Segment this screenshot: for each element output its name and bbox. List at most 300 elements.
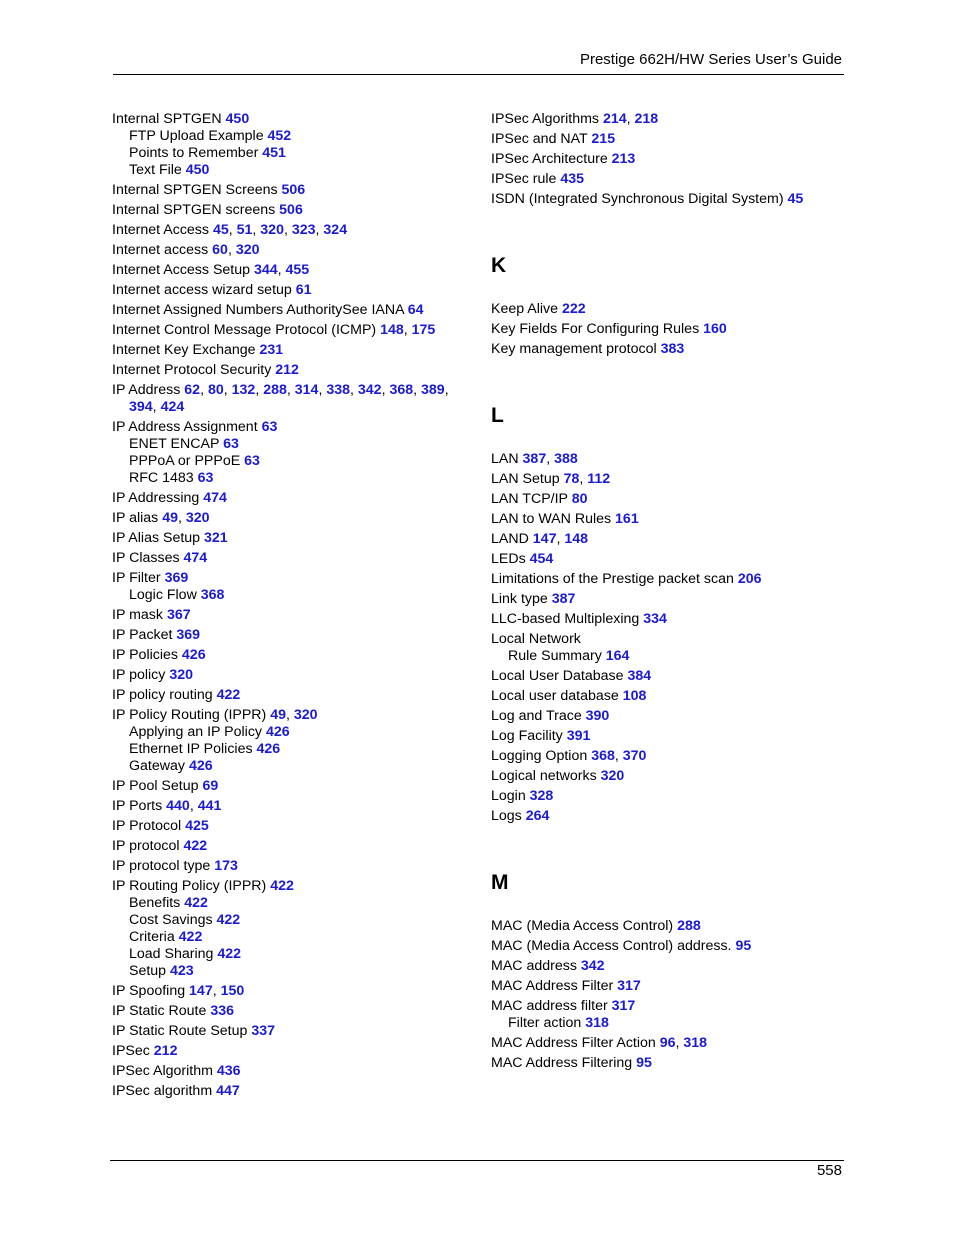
page-link[interactable]: 368: [200, 587, 225, 603]
index-entry: [491, 935, 851, 955]
index-entry: [112, 416, 472, 436]
page-separator: ,: [556, 531, 565, 547]
index-term: Local User Database: [491, 668, 628, 684]
page-link[interactable]: 450: [185, 162, 210, 178]
index-term: ISDN (Integrated Synchronous Digital System): [491, 191, 788, 207]
index-term: IP Address Assignment: [112, 419, 262, 435]
page-link[interactable]: 422: [216, 687, 241, 703]
index-subentry: [491, 648, 851, 665]
index-entry: [112, 199, 472, 219]
page-separator: ,: [228, 222, 237, 238]
page-link[interactable]: 63: [223, 436, 239, 452]
index-entry: [491, 588, 851, 608]
page-link[interactable]: 317: [611, 998, 636, 1014]
page-separator: ,: [286, 707, 294, 723]
index-entry: [491, 528, 851, 548]
index-entry: [112, 855, 472, 875]
index-term: IP Policies: [112, 647, 182, 663]
page-link[interactable]: 422: [217, 946, 242, 962]
page-link[interactable]: 426: [256, 741, 281, 757]
page-link[interactable]: 314: [294, 382, 319, 398]
index-entry: [491, 705, 851, 725]
page-separator: ,: [178, 510, 186, 526]
page-link[interactable]: 49: [270, 707, 287, 723]
page-link[interactable]: 426: [265, 724, 290, 740]
index-entry: [112, 219, 472, 239]
page-separator: ,: [283, 222, 292, 238]
index-term: IP Pool Setup: [112, 778, 203, 794]
index-section-letter: K: [491, 254, 507, 277]
page-link[interactable]: 342: [357, 382, 382, 398]
index-entry: [491, 765, 851, 785]
index-term: IPSec Algorithms: [491, 111, 603, 127]
page-number: 558: [816, 1162, 842, 1179]
page-link[interactable]: 426: [188, 758, 213, 774]
index-term: MAC (Media Access Control) address.: [491, 938, 736, 954]
page-separator: ,: [403, 322, 412, 338]
index-entry: [491, 608, 851, 628]
page-link[interactable]: 45: [787, 191, 804, 207]
index-subentry: [112, 162, 472, 179]
page-link[interactable]: 212: [153, 1043, 178, 1059]
index-term: Internet Control Message Protocol (ICMP): [112, 322, 381, 338]
index-term: IP Alias Setup: [112, 530, 205, 546]
index-term: LEDs: [491, 551, 530, 567]
index-subentry: [112, 453, 472, 470]
page-separator: ,: [152, 399, 161, 415]
index-entry: [491, 805, 851, 825]
page-separator: ,: [200, 382, 208, 398]
index-term: Criteria: [129, 929, 179, 945]
index-section-letter: L: [491, 404, 504, 427]
index-term: Logging Option: [491, 748, 592, 764]
page-link[interactable]: 506: [279, 202, 303, 218]
index-term: MAC address filter: [491, 998, 612, 1014]
page-separator: ,: [252, 222, 261, 238]
page-link[interactable]: 96: [659, 1035, 676, 1051]
index-entry: [491, 508, 851, 528]
page-link[interactable]: 452: [267, 128, 292, 144]
page-separator: ,: [277, 262, 286, 278]
index-entry: [112, 684, 472, 704]
index-entry: [112, 359, 472, 379]
index-entry: [112, 664, 472, 684]
page-link[interactable]: 321: [204, 530, 228, 546]
page-link[interactable]: 318: [585, 1015, 609, 1031]
index-subentry: [112, 895, 472, 912]
index-term: Rule Summary: [508, 648, 606, 664]
index-entry: [491, 745, 851, 765]
page-link[interactable]: 80: [207, 382, 224, 398]
index-entry: [112, 980, 472, 1000]
index-entry: [112, 339, 472, 359]
index-term: MAC Address Filter Action: [491, 1035, 660, 1051]
index-entry: [491, 318, 851, 338]
index-term: Internet Access Setup: [112, 262, 254, 278]
index-term: Gateway: [129, 758, 189, 774]
index-entry: [112, 835, 472, 855]
index-term: RFC 1483: [129, 470, 198, 486]
index-entry: [491, 338, 851, 358]
page-link[interactable]: 60: [212, 242, 228, 258]
page-link[interactable]: 436: [216, 1063, 241, 1079]
index-term: IP Classes: [112, 550, 184, 566]
page-link[interactable]: 64: [407, 302, 424, 318]
page-link[interactable]: 390: [585, 708, 610, 724]
index-entry: [112, 795, 472, 815]
index-column-left: [112, 108, 472, 1100]
index-subentry: [112, 946, 472, 963]
index-term: Limitations of the Prestige packet scan: [491, 571, 738, 587]
page-link[interactable]: 63: [244, 453, 260, 469]
page-link[interactable]: 320: [185, 510, 210, 526]
page-link[interactable]: 108: [622, 688, 647, 704]
page-link[interactable]: 324: [323, 222, 348, 238]
index-term: IP Ports: [112, 798, 167, 814]
page-link[interactable]: 387: [551, 591, 576, 607]
index-subentry: [112, 470, 472, 487]
page-link[interactable]: 231: [259, 342, 284, 358]
index-term: MAC address: [491, 958, 581, 974]
page-link[interactable]: 394: [129, 399, 153, 415]
index-term: Key management protocol: [491, 341, 661, 357]
page-link[interactable]: 422: [216, 912, 241, 928]
page-link[interactable]: 422: [270, 878, 294, 894]
page-link[interactable]: 384: [627, 668, 652, 684]
page-separator: ,: [381, 382, 390, 398]
page-separator: ,: [546, 451, 555, 467]
page-separator: ,: [227, 242, 236, 258]
page-link[interactable]: 388: [554, 451, 578, 467]
index-term: Points to Remember: [129, 145, 263, 161]
page-link[interactable]: 344: [253, 262, 278, 278]
index-term: IP policy routing: [112, 687, 217, 703]
page-separator: ,: [318, 382, 327, 398]
page-link[interactable]: 320: [169, 667, 193, 683]
page-separator: ,: [626, 111, 635, 127]
index-term: Login: [491, 788, 530, 804]
page-link[interactable]: 69: [202, 778, 219, 794]
index-entry: [491, 1052, 851, 1072]
page-link[interactable]: 334: [643, 611, 667, 627]
page-link[interactable]: 369: [164, 570, 189, 586]
page-link[interactable]: 150: [220, 983, 245, 999]
index-section-letter: M: [491, 871, 509, 894]
page-link[interactable]: 320: [260, 222, 284, 238]
page-separator: ,: [413, 382, 422, 398]
page-separator: ,: [255, 382, 264, 398]
page-link[interactable]: 215: [591, 131, 616, 147]
page-link[interactable]: 369: [176, 627, 201, 643]
page-link[interactable]: 474: [183, 550, 208, 566]
index-term: MAC (Media Access Control): [491, 918, 678, 934]
index-entry: [491, 975, 851, 995]
index-entry: [112, 319, 472, 339]
page-link[interactable]: 441: [197, 798, 222, 814]
index-entry: [112, 487, 472, 507]
index-entry: [491, 298, 851, 318]
page-separator: ,: [675, 1035, 684, 1051]
page-separator: ,: [315, 222, 324, 238]
index-term: LAN Setup: [491, 471, 564, 487]
page-link[interactable]: 422: [184, 895, 208, 911]
page-link[interactable]: 206: [737, 571, 762, 587]
page-link[interactable]: 391: [566, 728, 591, 744]
page-link[interactable]: 95: [636, 1055, 652, 1071]
page-link[interactable]: 387: [522, 451, 547, 467]
page-link[interactable]: 63: [197, 470, 214, 486]
page-link[interactable]: 422: [183, 838, 208, 854]
index-term: LAN: [491, 451, 523, 467]
page-link[interactable]: 320: [293, 707, 318, 723]
index-subentry: [112, 436, 472, 453]
page-link[interactable]: 318: [683, 1035, 708, 1051]
index-term: LAN TCP/IP: [491, 491, 572, 507]
index-entry: [112, 239, 472, 259]
index-term: LLC-based Multiplexing: [491, 611, 644, 627]
index-term: Logs: [491, 808, 526, 824]
index-subentry: [491, 1015, 851, 1032]
page-link[interactable]: 147: [532, 531, 557, 547]
page-link[interactable]: 173: [214, 858, 238, 874]
index-term: IP protocol type: [112, 858, 215, 874]
index-subentry: [112, 587, 472, 604]
page-link[interactable]: 474: [203, 490, 227, 506]
page-link[interactable]: 213: [611, 151, 636, 167]
index-entry: [491, 128, 851, 148]
page-link[interactable]: 320: [600, 768, 625, 784]
index-entry: [112, 299, 472, 319]
index-entry: [112, 527, 472, 547]
index-term: IP protocol: [112, 838, 184, 854]
index-term: Link type: [491, 591, 552, 607]
page-separator: ,: [579, 471, 588, 487]
index-entry: [112, 507, 472, 527]
index-entry: [112, 644, 472, 664]
index-entry: [491, 568, 851, 588]
page-link[interactable]: 112: [587, 471, 611, 487]
page-link[interactable]: 45: [212, 222, 229, 238]
page-link[interactable]: 506: [281, 182, 306, 198]
page-separator: ,: [189, 798, 198, 814]
index-term: IPSec rule: [491, 171, 561, 187]
page-link[interactable]: 455: [285, 262, 310, 278]
index-entry: [112, 547, 472, 567]
index-entry: [112, 567, 472, 587]
page-link[interactable]: 80: [571, 491, 588, 507]
page-link[interactable]: 422: [178, 929, 203, 945]
index-subentry: [112, 963, 472, 980]
page-link[interactable]: 451: [262, 145, 286, 161]
index-term: Internet access wizard setup: [112, 282, 296, 298]
page-link[interactable]: 423: [170, 963, 194, 979]
page-header-title: Prestige 662H/HW Series User’s Guide: [579, 51, 842, 68]
index-term: IPSec: [112, 1043, 154, 1059]
index-term: Log and Trace: [491, 708, 586, 724]
page-link[interactable]: 368: [389, 382, 414, 398]
index-entry: [112, 279, 472, 299]
index-term: IP Static Route Setup: [112, 1023, 252, 1039]
index-term: Text File: [129, 162, 186, 178]
index-entry: [491, 665, 851, 685]
page-link[interactable]: 264: [525, 808, 550, 824]
index-term: IPSec Algorithm: [112, 1063, 217, 1079]
page-link[interactable]: 222: [562, 301, 586, 317]
page-link[interactable]: 214: [602, 111, 627, 127]
index-term: LAND: [491, 531, 533, 547]
index-entry: [491, 785, 851, 805]
index-term: Local user database: [491, 688, 623, 704]
page-link[interactable]: 424: [160, 399, 185, 415]
header-divider: [113, 74, 844, 75]
index-term: Applying an IP Policy: [129, 724, 266, 740]
index-term: Internet access: [112, 242, 213, 258]
index-entry: [112, 1040, 472, 1060]
page-link[interactable]: 148: [564, 531, 589, 547]
page-link[interactable]: 317: [617, 978, 641, 994]
index-entry: [491, 955, 851, 975]
index-subentry: [112, 758, 472, 775]
index-entry: [112, 399, 472, 416]
footer-divider: [110, 1160, 844, 1161]
page-link[interactable]: 51: [236, 222, 253, 238]
index-term: Setup: [129, 963, 171, 979]
page-link[interactable]: 164: [605, 648, 630, 664]
index-entry: [491, 628, 851, 648]
page-link[interactable]: 338: [326, 382, 350, 398]
index-term: MAC Address Filter: [491, 978, 618, 994]
index-term: ENET ENCAP: [129, 436, 224, 452]
index-term: Cost Savings: [129, 912, 217, 928]
index-term: FTP Upload Example: [129, 128, 268, 144]
page-link[interactable]: 454: [529, 551, 554, 567]
index-entry: [112, 1000, 472, 1020]
page-link[interactable]: 175: [411, 322, 436, 338]
index-term: Log Facility: [491, 728, 567, 744]
page-link[interactable]: 95: [735, 938, 752, 954]
index-entry: [112, 259, 472, 279]
index-entry: [491, 1032, 851, 1052]
index-term: Internal SPTGEN Screens: [112, 182, 282, 198]
index-term: IP Addressing: [112, 490, 204, 506]
page-separator: ,: [350, 382, 358, 398]
index-term: PPPoA or PPPoE: [129, 453, 245, 469]
index-entry: [112, 775, 472, 795]
page-link[interactable]: 132: [231, 382, 256, 398]
index-entry: [112, 1080, 472, 1100]
page-link[interactable]: 288: [263, 382, 287, 398]
page-separator: ,: [223, 382, 232, 398]
page-link[interactable]: 212: [275, 362, 299, 378]
index-entry: [491, 548, 851, 568]
index-entry: [491, 108, 851, 128]
index-term: MAC Address Filtering: [491, 1055, 637, 1071]
index-entry: [491, 188, 851, 208]
index-entry: [491, 148, 851, 168]
index-term: Internal SPTGEN screens: [112, 202, 280, 218]
page-link[interactable]: 328: [529, 788, 554, 804]
page-link[interactable]: 336: [210, 1003, 234, 1019]
page-separator: ,: [212, 983, 221, 999]
index-entry: [112, 704, 472, 724]
page-link[interactable]: 447: [216, 1083, 240, 1099]
index-term: Logic Flow: [129, 587, 201, 603]
page-link[interactable]: 78: [563, 471, 580, 487]
index-subentry: [112, 912, 472, 929]
index-term: Internet Assigned Numbers AuthoritySee IANA: [112, 302, 408, 318]
index-term: IP Filter: [112, 570, 165, 586]
index-term: IP mask: [112, 607, 167, 623]
index-entry: [112, 1020, 472, 1040]
index-term: Key Fields For Configuring Rules: [491, 321, 704, 337]
index-entry: [112, 108, 472, 128]
page-link[interactable]: 383: [660, 341, 685, 357]
index-term: IP policy: [112, 667, 170, 683]
index-entry: [491, 488, 851, 508]
index-term: Logical networks: [491, 768, 601, 784]
page-link[interactable]: 49: [162, 510, 178, 526]
page-separator: ,: [286, 382, 295, 398]
index-term: Internet Access: [112, 222, 213, 238]
index-term: Filter action: [508, 1015, 586, 1031]
page-link[interactable]: 368: [591, 748, 615, 764]
page-link[interactable]: 148: [380, 322, 404, 338]
index-entry: [112, 179, 472, 199]
index-term: IP alias: [112, 510, 163, 526]
page-link[interactable]: 62: [184, 382, 201, 398]
page-link[interactable]: 389: [421, 382, 445, 398]
page-link[interactable]: 63: [261, 419, 278, 435]
page-link[interactable]: 160: [703, 321, 727, 337]
page-link[interactable]: 337: [251, 1023, 276, 1039]
page-link[interactable]: 161: [615, 511, 639, 527]
index-term: Benefits: [129, 895, 185, 911]
page-link[interactable]: 147: [189, 983, 213, 999]
page-link[interactable]: 435: [560, 171, 585, 187]
index-term: Internet Key Exchange: [112, 342, 260, 358]
page-link[interactable]: 450: [225, 111, 250, 127]
index-subentry: [112, 741, 472, 758]
page-link[interactable]: 288: [677, 918, 701, 934]
index-term: Load Sharing: [129, 946, 218, 962]
page-link[interactable]: 370: [622, 748, 647, 764]
page-link[interactable]: 342: [580, 958, 605, 974]
page-link[interactable]: 367: [166, 607, 191, 623]
index-subentry: [112, 929, 472, 946]
index-term: LAN to WAN Rules: [491, 511, 616, 527]
index-term: IP Routing Policy (IPPR): [112, 878, 271, 894]
page-link[interactable]: 323: [291, 222, 316, 238]
page-link[interactable]: 440: [166, 798, 190, 814]
page-link[interactable]: 218: [634, 111, 659, 127]
index-entry: [491, 468, 851, 488]
index-term: IP Protocol: [112, 818, 186, 834]
index-entry: [491, 915, 851, 935]
index-term: Keep Alive: [491, 301, 562, 317]
index-term: IP Static Route: [112, 1003, 211, 1019]
index-entry: [112, 815, 472, 835]
page-link[interactable]: 426: [181, 647, 206, 663]
page-link[interactable]: 425: [185, 818, 209, 834]
index-term: IPSec Architecture: [491, 151, 612, 167]
index-column-right: [491, 108, 851, 1072]
index-entry: [112, 875, 472, 895]
index-entry: [112, 1060, 472, 1080]
page-link[interactable]: 320: [235, 242, 260, 258]
page-link[interactable]: 61: [295, 282, 312, 298]
index-term: Local Network: [491, 631, 581, 647]
index-entry: [112, 604, 472, 624]
